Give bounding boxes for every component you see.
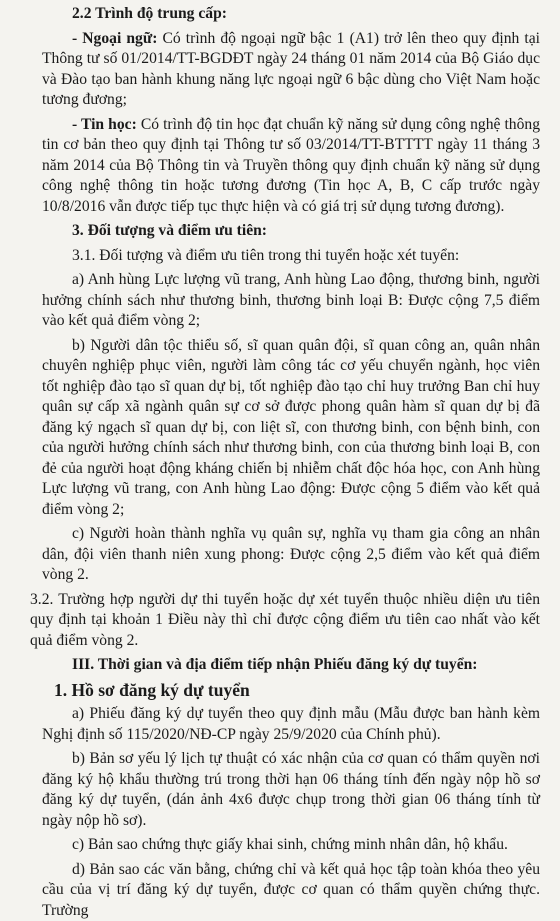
paragraph-ho-so-c: c) Bản sao chứng thực giấy khai sinh, chứng minh nhân dân, hộ khẩu. [42, 835, 540, 856]
label-tin-hoc: - Tin học: [72, 116, 137, 133]
paragraph-ho-so-b: b) Bản sơ yếu lý lịch tự thuật có xác nhận của cơ quan có thẩm quyền nơi đăng ký hộ khẩu thường trú trong thời hạn 06 tháng tính đến ngày nộp hồ sơ đăng ký dự tuyển, (dán ảnh 4x6 được chụp trong thời gian 06 tháng tính từ ngày nộp hồ sơ). [42, 749, 540, 831]
heading-2-2: 2.2 Trình độ trung cấp: [42, 4, 540, 25]
paragraph-3-1: 3.1. Đối tượng và điểm ưu tiên trong thi tuyển hoặc xét tuyển: [42, 246, 540, 267]
paragraph-3-1-c: c) Người hoàn thành nghĩa vụ quân sự, nghĩa vụ tham gia công an nhân dân, đội viên thanh niên xung phong: Được cộng 2,5 điểm vào kết quả điểm vòng 2. [42, 524, 540, 586]
label-ngoai-ngu: - Ngoại ngữ: [72, 30, 157, 47]
paragraph-ngoai-ngu [42, 29, 540, 111]
paragraph-3-2: 3.2. Trường hợp người dự thi tuyển hoặc dự xét tuyển thuộc nhiều diện ưu tiên quy định tại khoản 1 Điều này thì chỉ được cộng điểm ưu tiên cao nhất vào kết quả điểm vòng 2. [30, 590, 540, 652]
paragraph-tin-hoc [42, 115, 540, 218]
heading-3: 3. Đối tượng và điểm ưu tiên: [42, 221, 540, 242]
paragraph-ho-so-a: a) Phiếu đăng ký dự tuyển theo quy định mẫu (Mẫu được ban hành kèm Nghị định số 115/2020/NĐ-CP ngày 25/9/2020 của Chính phủ). [42, 704, 540, 745]
text-ngoai-ngu: Có trình độ ngoại ngữ bậc 1 (A1) trở lên theo quy định tại Thông tư số 01/2014/TT-BGDĐT ngày 24 tháng 01 năm 2014 của Bộ Giáo dục và Đào tạo ban hành khung năng lực ngoại ngữ 6 bậc dùng cho Việt Nam hoặc tương đương; [42, 30, 540, 109]
heading-iii: III. Thời gian và địa điểm tiếp nhận Phiếu đăng ký dự tuyển: [42, 655, 540, 676]
text-tin-hoc: Có trình độ tin học đạt chuẩn kỹ năng sử dụng công nghệ thông tin cơ bản theo quy định tại Thông tư số 03/2014/TT-BTTTT ngày 11 tháng 3 năm 2014 của Bộ Thông tin và Truyền thông quy định chuẩn kỹ năng sử dụng công nghệ thông tin hoặc tương đương (Tin học A, B, C cấp trước ngày 10/8/2016 vẫn được tiếp tục thực hiện và có giá trị sử dụng tương đương). [42, 116, 540, 215]
paragraph-3-1-a: a) Anh hùng Lực lượng vũ trang, Anh hùng Lao động, thương binh, người hưởng chính sách như thương binh, thương binh loại B: Được cộng 7,5 điểm vào kết quả điểm vòng 2; [42, 270, 540, 332]
paragraph-3-1-b: b) Người dân tộc thiểu số, sĩ quan quân đội, sĩ quan công an, quân nhân chuyên nghiệp phục viên, người làm công tác cơ yếu chuyển ngành, học viên tốt nghiệp đào tạo sĩ quan dự bị, tốt nghiệp đào tạo chỉ huy trưởng Ban chỉ huy quân sự cấp xã ngành quân sự cơ sở được phong quân hàm sĩ quan dự bị đã đăng ký ngạch sĩ quan dự bị, con liệt sĩ, con thương binh, con bệnh binh, con của người hưởng chính sách như thương binh, con của thương binh loại B, con đẻ của người hoạt động kháng chiến bị nhiễm chất độc hóa học, con Anh hùng Lực lượng vũ trang, con Anh hùng Lao động: Được cộng 5 điểm vào kết quả điểm vòng 2; [42, 336, 540, 521]
heading-1-ho-so: 1. Hồ sơ đăng ký dự tuyển [42, 680, 540, 701]
paragraph-ho-so-d: d) Bản sao các văn bằng, chứng chỉ và kết quả học tập toàn khóa theo yêu cầu của vị trí đăng ký dự tuyển, được cơ quan có thẩm quyền chứng thực. Trường [42, 860, 540, 921]
